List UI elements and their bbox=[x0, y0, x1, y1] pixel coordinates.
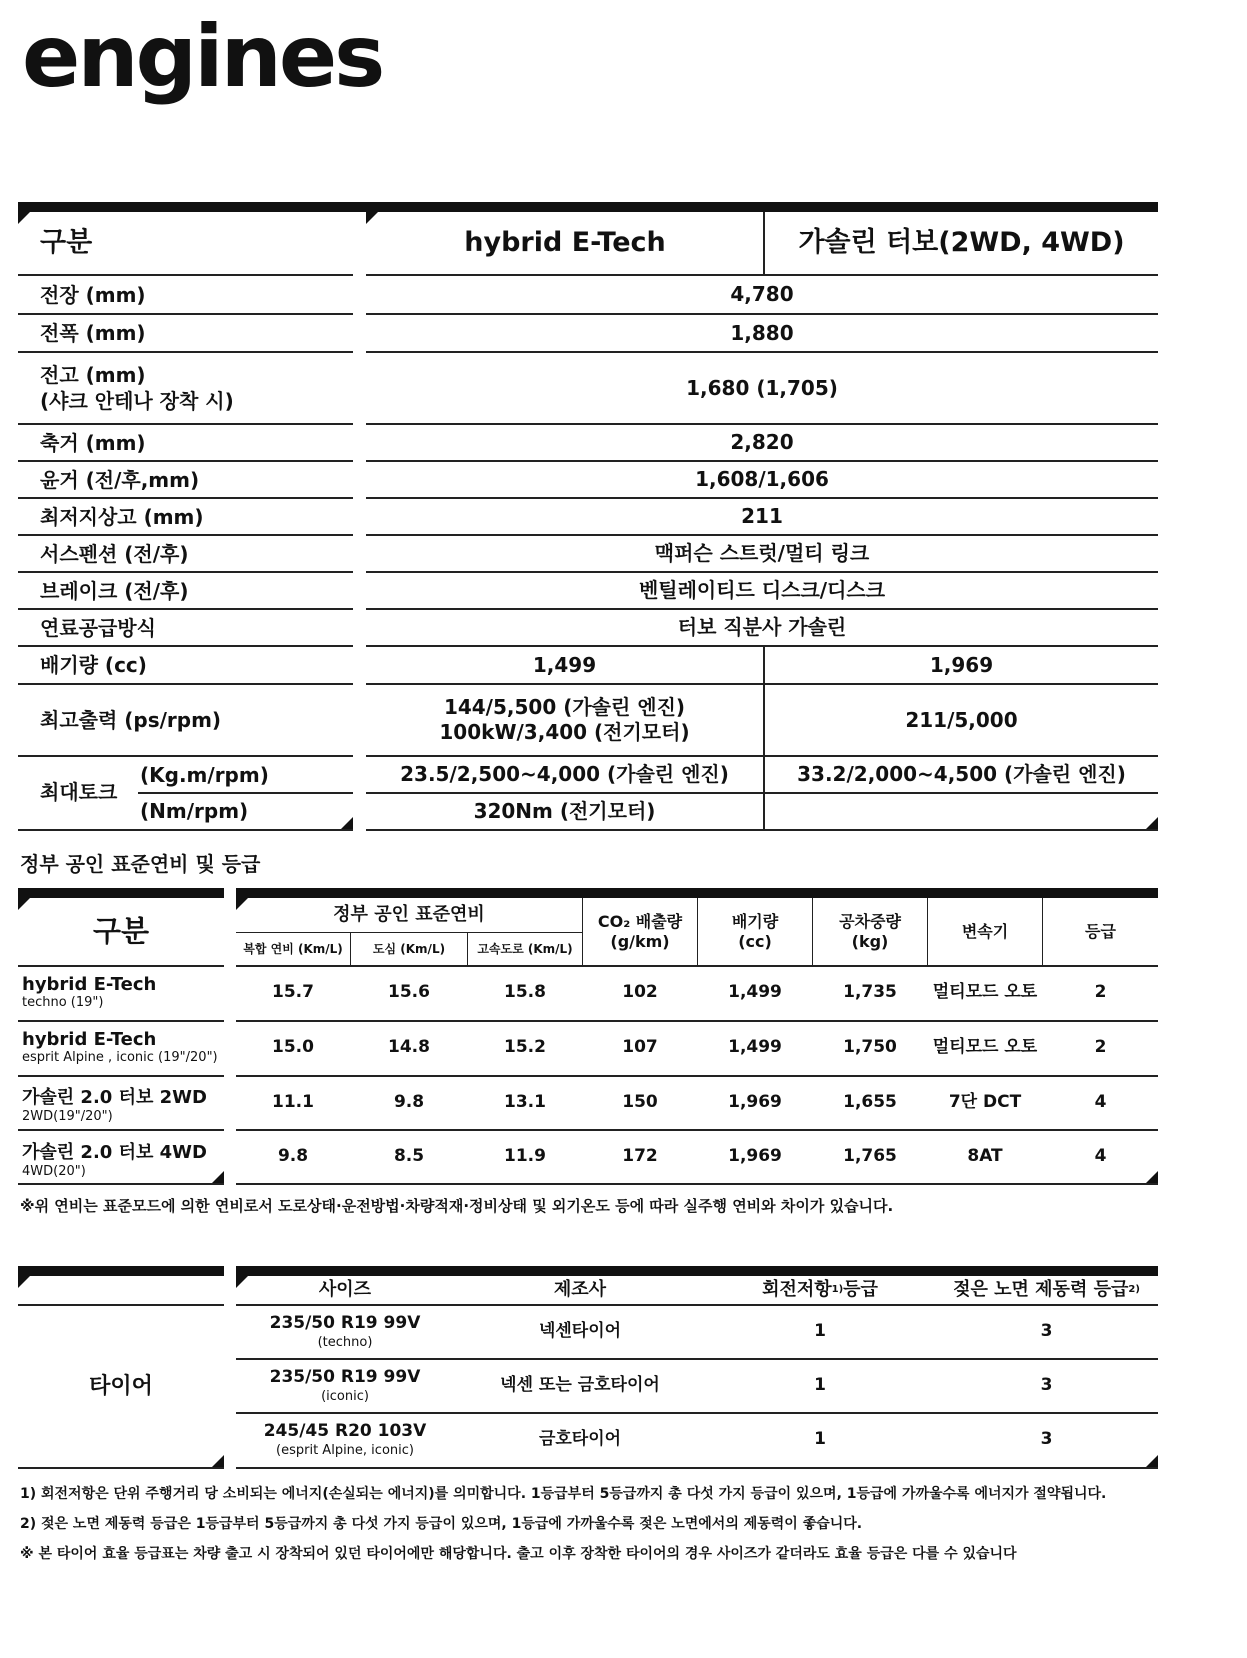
spec-value-length: 4,780 bbox=[730, 282, 794, 306]
fuel-row-trim: 4WD(20") bbox=[22, 1164, 86, 1179]
spec-value-brake: 벤틸레이티드 디스크/디스크 bbox=[638, 578, 886, 602]
spec-value-fuel: 터보 직분사 가솔린 bbox=[677, 615, 847, 639]
tire-head-rolling-tail: 등급 bbox=[843, 1278, 878, 1300]
tire-head-maker: 제조사 bbox=[553, 1278, 607, 1300]
tire-row-size-trim: (iconic) bbox=[321, 1388, 369, 1404]
divider bbox=[18, 1129, 224, 1131]
fuel-row-trim: techno (19") bbox=[22, 995, 104, 1010]
fuel-row-transmission: 7단 DCT bbox=[948, 1092, 1022, 1113]
fuel-row-combined: 11.1 bbox=[272, 1092, 314, 1113]
fuel-row-highway: 15.2 bbox=[504, 1037, 546, 1058]
fuel-head-co2 bbox=[583, 898, 697, 965]
spec-value-torque-gasoline: 33.2/2,000~4,500 (가솔린 엔진) bbox=[797, 762, 1126, 786]
corner-mark bbox=[18, 212, 30, 224]
fuel-head-grade: 등급 bbox=[1085, 921, 1116, 941]
corner-mark bbox=[18, 1276, 30, 1288]
spec-label-suspension: 서스펜션 (전/후) bbox=[40, 541, 189, 566]
fuel-row-transmission: 멀티모드 오토 bbox=[932, 982, 1038, 1003]
fuel-row-displacement: 1,499 bbox=[728, 982, 782, 1003]
tire-head-wet-sup: 2) bbox=[1128, 1283, 1140, 1295]
fuel-row-name: hybrid E-Tech bbox=[22, 974, 157, 995]
tire-row-wet: 3 bbox=[1040, 1375, 1053, 1396]
tire-row-size-value: 235/50 R19 99V bbox=[269, 1367, 421, 1388]
tire-left-bar bbox=[18, 1266, 224, 1276]
divider bbox=[763, 647, 765, 829]
fuel-row-grade: 4 bbox=[1094, 1092, 1107, 1113]
fuel-row-trim: 2WD(19"/20") bbox=[22, 1109, 113, 1124]
spec-label-wheelbase: 축거 (mm) bbox=[40, 430, 146, 455]
fuel-row-city: 14.8 bbox=[388, 1037, 430, 1058]
spec-value-width: 1,880 bbox=[730, 320, 794, 345]
divider bbox=[236, 1183, 1158, 1185]
spec-value-displacement-hybrid: 1,499 bbox=[532, 652, 597, 677]
tire-note-2: 2) 젖은 노면 제동력 등급은 1등급부터 5등급까지 총 다섯 가지 등급이 있으며, 1등급에 가까울수록 젖은 노면에서의 제동력이 좋습니다. bbox=[20, 1516, 863, 1532]
tire-note-3: ※ 본 타이어 효율 등급표는 차량 출고 시 장착되어 있던 타이어에만 해당합니다. 출고 이후 장착한 타이어의 경우 사이즈가 같더라도 효율 등급은 다를 수 있습니다 bbox=[20, 1546, 1017, 1562]
fuel-section-heading: 정부 공인 표준연비 및 등급 bbox=[20, 852, 261, 876]
spec-value-power-motor: 100kW/3,400 (전기모터) bbox=[439, 720, 690, 744]
tire-row-maker: 넥센 또는 금호타이어 bbox=[500, 1375, 660, 1396]
divider bbox=[236, 1467, 1158, 1469]
divider bbox=[18, 1183, 224, 1185]
fuel-row-co2: 172 bbox=[622, 1146, 658, 1167]
spec-label-displacement: 배기량 (cc) bbox=[40, 653, 147, 677]
fuel-row-city: 15.6 bbox=[388, 982, 430, 1003]
spec-value-power-hybrid bbox=[366, 685, 763, 755]
spec-value-displacement-gasoline: 1,969 bbox=[929, 652, 994, 677]
fuel-row-combined: 15.7 bbox=[272, 982, 314, 1003]
tire-row-size-value: 245/45 R20 103V bbox=[263, 1421, 427, 1442]
fuel-head-displacement bbox=[698, 898, 812, 965]
spec-label-clearance: 최저지상고 (mm) bbox=[40, 504, 204, 529]
fuel-head-weight bbox=[813, 898, 927, 965]
divider bbox=[18, 351, 353, 353]
spec-value-clearance: 211 bbox=[741, 504, 783, 528]
tire-row-maker: 넥센타이어 bbox=[538, 1321, 622, 1342]
spec-value-torque-hybrid-motor: 320Nm (전기모터) bbox=[473, 799, 656, 823]
fuel-row-combined: 9.8 bbox=[277, 1146, 309, 1167]
spec-label-fuel: 연료공급방식 bbox=[40, 615, 156, 640]
divider bbox=[697, 898, 698, 965]
divider bbox=[582, 898, 583, 965]
corner-mark bbox=[1146, 1455, 1158, 1467]
fuel-row-co2: 102 bbox=[622, 982, 658, 1003]
divider bbox=[467, 933, 468, 965]
fuel-row-trim: esprit Alpine , iconic (19"/20") bbox=[22, 1050, 218, 1065]
tire-row-size-trim: (esprit Alpine, iconic) bbox=[276, 1442, 414, 1458]
divider bbox=[366, 792, 1158, 794]
fuel-top-bar bbox=[236, 888, 1158, 898]
spec-head-label: 구분 bbox=[40, 227, 93, 259]
spec-label-power: 최고출력 (ps/rpm) bbox=[40, 708, 222, 732]
fuel-footnote: ※위 연비는 표준모드에 의한 연비로서 도로상태·운전방법·차량적재·정비상태 및 외기온도 등에 따라 실주행 연비와 차이가 있습니다. bbox=[20, 1197, 894, 1215]
fuel-head-city: 도심 (Km/L) bbox=[372, 941, 446, 956]
tire-head-size: 사이즈 bbox=[318, 1278, 372, 1300]
fuel-head-displacement-unit: (cc) bbox=[738, 931, 772, 951]
fuel-head-label: 구분 bbox=[92, 914, 150, 949]
spec-torque-unit-nm: (Nm/rpm) bbox=[140, 798, 249, 823]
fuel-row-co2: 107 bbox=[622, 1037, 658, 1058]
tire-row-size bbox=[236, 1306, 454, 1358]
fuel-row-model bbox=[22, 1138, 207, 1179]
tire-head-wet-label: 젖은 노면 제동력 등급 bbox=[953, 1278, 1129, 1300]
fuel-row-transmission: 8AT bbox=[967, 1146, 1003, 1167]
spec-value-suspension: 맥퍼슨 스트럿/멀티 링크 bbox=[654, 541, 870, 565]
spec-label-length: 전장 (mm) bbox=[40, 282, 146, 307]
fuel-row-weight: 1,765 bbox=[843, 1146, 897, 1167]
divider bbox=[1042, 898, 1043, 965]
tire-row-size-value: 235/50 R19 99V bbox=[269, 1313, 421, 1334]
spec-value-power-gas: 144/5,500 (가솔린 엔진) bbox=[443, 695, 686, 719]
spec-label-brake: 브레이크 (전/후) bbox=[40, 578, 189, 603]
fuel-row-grade: 2 bbox=[1094, 1037, 1107, 1058]
divider bbox=[18, 1020, 224, 1022]
fuel-row-name: 가솔린 2.0 터보 2WD bbox=[22, 1087, 207, 1108]
divider bbox=[18, 829, 353, 831]
fuel-row-highway: 11.9 bbox=[504, 1146, 546, 1167]
spec-value-wheelbase: 2,820 bbox=[730, 430, 794, 454]
fuel-row-model bbox=[22, 1029, 218, 1065]
spec-value-power-gasoline: 211/5,000 bbox=[905, 707, 1018, 732]
fuel-head-weight-label: 공차중량 bbox=[839, 911, 901, 931]
spec-label-height-2: (샤크 안테나 장착 시) bbox=[40, 389, 234, 413]
fuel-row-transmission: 멀티모드 오토 bbox=[932, 1037, 1038, 1058]
tire-row-rolling: 1 bbox=[814, 1375, 826, 1396]
tire-row-rolling: 1 bbox=[814, 1321, 826, 1342]
divider bbox=[366, 829, 1158, 831]
tire-head-wet bbox=[935, 1276, 1158, 1304]
tire-row-wet: 3 bbox=[1040, 1429, 1053, 1450]
spec-label-width: 전폭 (mm) bbox=[40, 321, 146, 345]
fuel-row-name: 가솔린 2.0 터보 4WD bbox=[22, 1142, 207, 1163]
fuel-row-weight: 1,655 bbox=[843, 1092, 897, 1113]
divider bbox=[927, 898, 928, 965]
tire-row-size bbox=[236, 1414, 454, 1466]
tire-row-rolling: 1 bbox=[814, 1429, 826, 1450]
spec-value-torque-hybrid-gas: 23.5/2,500~4,000 (가솔린 엔진) bbox=[400, 762, 729, 786]
divider bbox=[138, 792, 353, 794]
divider bbox=[350, 933, 351, 965]
fuel-row-highway: 15.8 bbox=[504, 982, 546, 1003]
tire-row-size bbox=[236, 1360, 454, 1412]
fuel-row-grade: 4 bbox=[1094, 1146, 1107, 1167]
tire-head-rolling bbox=[705, 1276, 935, 1304]
fuel-row-name: hybrid E-Tech bbox=[22, 1029, 157, 1050]
fuel-row-model bbox=[22, 974, 156, 1010]
spec-head-gasoline: 가솔린 터보(2WD, 4WD) bbox=[798, 227, 1125, 259]
corner-mark bbox=[341, 817, 353, 829]
fuel-row-combined: 15.0 bbox=[272, 1037, 314, 1058]
spec-label-tread: 윤거 (전/후,mm) bbox=[40, 467, 200, 492]
spec-head-hybrid: hybrid E-Tech bbox=[464, 227, 666, 259]
tire-label: 타이어 bbox=[89, 1374, 153, 1400]
fuel-row-model bbox=[22, 1083, 207, 1124]
fuel-head-highway: 고속도로 (Km/L) bbox=[477, 941, 573, 956]
fuel-row-displacement: 1,969 bbox=[728, 1092, 782, 1113]
fuel-row-co2: 150 bbox=[622, 1092, 658, 1113]
fuel-head-transmission: 변속기 bbox=[961, 921, 1009, 941]
fuel-row-displacement: 1,499 bbox=[728, 1037, 782, 1058]
spec-label-torque: 최대토크 bbox=[40, 780, 118, 804]
fuel-row-weight: 1,750 bbox=[843, 1037, 897, 1058]
tire-note-1: 1) 회전저항은 단위 주행거리 당 소비되는 에너지(손실되는 에너지)를 의미합니다. 1등급부터 5등급까지 총 다섯 가지 등급이 있으며, 1등급에 가까울수록 에너지가 절약됩니다. bbox=[20, 1486, 1107, 1502]
divider bbox=[812, 898, 813, 965]
corner-mark bbox=[212, 1171, 224, 1183]
fuel-row-displacement: 1,969 bbox=[728, 1146, 782, 1167]
fuel-row-weight: 1,735 bbox=[843, 982, 897, 1003]
fuel-head-displacement-label: 배기량 bbox=[731, 911, 779, 931]
fuel-row-grade: 2 bbox=[1094, 982, 1107, 1003]
divider bbox=[763, 212, 765, 274]
fuel-left-bar bbox=[18, 888, 224, 898]
divider bbox=[18, 965, 224, 967]
tire-head-rolling-label: 회전저항 bbox=[762, 1278, 832, 1300]
divider bbox=[18, 1467, 224, 1469]
corner-mark bbox=[212, 1455, 224, 1467]
spec-torque-unit-kgm: (Kg.m/rpm) bbox=[140, 762, 269, 787]
tire-row-maker: 금호타이어 bbox=[538, 1429, 622, 1450]
spec-label-height-1: 전고 (mm) bbox=[40, 363, 146, 387]
corner-mark bbox=[1146, 817, 1158, 829]
fuel-row-city: 8.5 bbox=[393, 1146, 425, 1167]
tire-row-wet: 3 bbox=[1040, 1321, 1053, 1342]
spec-value-height: 1,680 (1,705) bbox=[686, 375, 838, 400]
spec-top-bar bbox=[18, 202, 1158, 212]
tire-row-size-trim: (techno) bbox=[317, 1334, 373, 1350]
spec-value-tread: 1,608/1,606 bbox=[695, 467, 829, 491]
corner-mark bbox=[1146, 1171, 1158, 1183]
tire-head-rolling-sup: 1) bbox=[831, 1283, 844, 1295]
divider bbox=[18, 1075, 224, 1077]
fuel-head-group: 정부 공인 표준연비 bbox=[333, 903, 485, 925]
tire-top-bar bbox=[236, 1266, 1158, 1276]
fuel-row-highway: 13.1 bbox=[504, 1092, 546, 1113]
fuel-head-combined: 복합 연비 (Km/L) bbox=[243, 941, 343, 956]
fuel-row-city: 9.8 bbox=[393, 1092, 425, 1113]
fuel-head-weight-unit: (kg) bbox=[851, 931, 889, 951]
fuel-head-co2-unit: (g/km) bbox=[610, 931, 670, 951]
fuel-head-co2-label: CO₂ 배출량 bbox=[597, 911, 683, 931]
spec-label-height bbox=[40, 362, 234, 414]
page-title: engines bbox=[22, 7, 383, 107]
